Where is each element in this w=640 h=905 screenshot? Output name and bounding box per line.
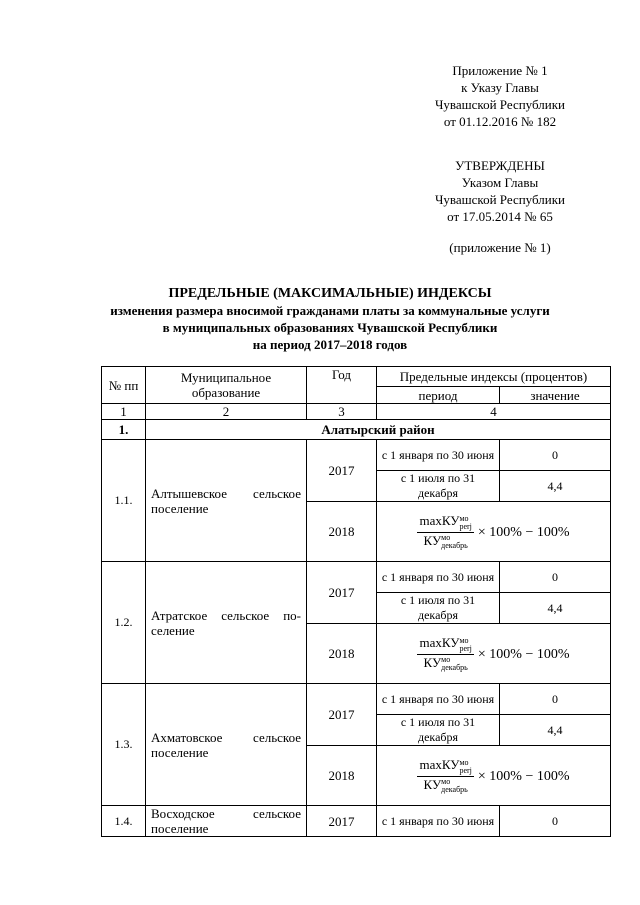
formula-num-main: maxКУ — [419, 635, 460, 651]
indices-table — [101, 366, 611, 837]
approved-line: УТВЕРЖДЕНЫ — [455, 158, 545, 173]
col-number: 3 — [307, 404, 377, 420]
formula-den-sub: декабрь — [441, 784, 468, 794]
appendix-line: к Указу Главы — [461, 80, 539, 95]
formula-tail: × 100% − 100% — [477, 646, 570, 662]
row-value: 0 — [500, 806, 611, 837]
row-value: 4,4 — [500, 471, 611, 502]
row-year: 2017 — [307, 440, 377, 502]
formula-den-index — [441, 656, 468, 672]
row-year: 2018 — [307, 746, 377, 806]
header-municipality: Муниципальное образование — [146, 367, 307, 404]
formula-den-main: КУ — [423, 532, 442, 548]
row-year: 2017 — [307, 562, 377, 624]
formula-numerator — [417, 758, 473, 776]
formula-num-main: maxКУ — [419, 757, 460, 773]
appendix-header — [400, 62, 600, 130]
row-period: с 1 января по 30 июня — [377, 684, 500, 715]
formula-tail: × 100% − 100% — [477, 768, 570, 784]
approved-header — [400, 157, 600, 256]
formula-den-sub: декабрь — [441, 662, 468, 672]
row-period: с 1 января по 30 июня — [377, 806, 500, 837]
row-num: 1.2. — [102, 562, 146, 684]
row-period: с 1 января по 30 июня — [377, 440, 500, 471]
row-num: 1.1. — [102, 440, 146, 562]
header-period: период — [377, 387, 500, 404]
approved-note: (приложение № 1) — [449, 240, 551, 255]
formula-numerator — [417, 636, 473, 654]
formula-den-index — [441, 778, 468, 794]
formula-den-sup: мо — [441, 776, 451, 786]
row-year: 2018 — [307, 624, 377, 684]
formula-num-index — [459, 637, 471, 653]
row-municipality: Алтышевское сельское поселение — [146, 440, 307, 562]
formula — [417, 514, 569, 549]
appendix-line: Приложение № 1 — [452, 63, 548, 78]
formula-num-index — [459, 759, 471, 775]
row-year: 2018 — [307, 502, 377, 562]
row-municipality: Восходское сельское поселение — [146, 806, 307, 837]
appendix-line: от 01.12.2016 № 182 — [443, 114, 557, 129]
appendix-line: Чувашской Республики — [434, 97, 566, 112]
approved-line: Чувашской Республики — [434, 192, 566, 207]
row-period: с 1 июля по 31 декабря — [377, 715, 500, 746]
formula — [417, 636, 569, 671]
formula-den-sup: мо — [441, 532, 451, 542]
row-value: 0 — [500, 684, 611, 715]
formula-num-sup: мо — [459, 635, 469, 645]
formula-num-sub: perj — [459, 765, 472, 775]
table-row — [102, 440, 611, 471]
formula — [417, 758, 569, 793]
row-municipality: Атратское сельское по-селение — [146, 562, 307, 684]
formula-den-main: КУ — [423, 776, 442, 792]
approved-line: Указом Главы — [461, 175, 539, 190]
row-municipality: Ахматовское сельское поселение — [146, 684, 307, 806]
row-value: 0 — [500, 440, 611, 471]
row-period: с 1 июля по 31 декабря — [377, 471, 500, 502]
formula-cell — [377, 746, 611, 806]
formula-den-sup: мо — [441, 654, 451, 664]
col-number: 1 — [102, 404, 146, 420]
table-row — [102, 562, 611, 593]
col-number: 4 — [377, 404, 611, 420]
formula-fraction — [417, 514, 473, 549]
header-value: значение — [500, 387, 611, 404]
formula-den-sub: декабрь — [441, 540, 468, 550]
row-value: 0 — [500, 562, 611, 593]
formula-cell — [377, 502, 611, 562]
formula-fraction — [417, 636, 473, 671]
formula-numerator — [417, 514, 473, 532]
document-title — [80, 285, 580, 353]
row-num: 1.3. — [102, 684, 146, 806]
table-row — [102, 806, 611, 837]
formula-tail: × 100% − 100% — [477, 524, 570, 540]
formula-fraction — [417, 758, 473, 793]
formula-num-sup: мо — [459, 757, 469, 767]
approved-line: от 17.05.2014 № 65 — [447, 209, 553, 224]
header-num: № пп — [102, 367, 146, 404]
formula-denominator — [422, 655, 470, 672]
formula-num-main: maxКУ — [419, 513, 460, 529]
title-line: ПРЕДЕЛЬНЫЕ (МАКСИМАЛЬНЫЕ) ИНДЕКСЫ — [168, 286, 492, 301]
formula-num-sub: perj — [459, 521, 472, 531]
header-year: Год — [307, 367, 377, 404]
row-num: 1.4. — [102, 806, 146, 837]
title-line: изменения размера вносимой гражданами платы за коммунальные услуги — [110, 303, 550, 318]
formula-num-sub: perj — [459, 643, 472, 653]
row-value: 4,4 — [500, 715, 611, 746]
formula-num-index — [459, 515, 471, 531]
row-year: 2017 — [307, 806, 377, 837]
formula-den-main: КУ — [423, 654, 442, 670]
header-limits: Предельные индексы (процентов) — [377, 367, 611, 387]
formula-cell — [377, 624, 611, 684]
title-line: на период 2017–2018 годов — [252, 337, 408, 352]
row-year: 2017 — [307, 684, 377, 746]
formula-denominator — [422, 533, 470, 550]
table-row — [102, 684, 611, 715]
title-line: в муниципальных образованиях Чувашской Республики — [162, 320, 498, 335]
row-period: с 1 января по 30 июня — [377, 562, 500, 593]
row-period: с 1 июля по 31 декабря — [377, 593, 500, 624]
row-value: 4,4 — [500, 593, 611, 624]
formula-den-index — [441, 534, 468, 550]
formula-denominator — [422, 777, 470, 794]
district-name: Алатырский район — [146, 420, 611, 440]
district-num: 1. — [102, 420, 146, 440]
formula-num-sup: мо — [459, 513, 469, 523]
col-number: 2 — [146, 404, 307, 420]
